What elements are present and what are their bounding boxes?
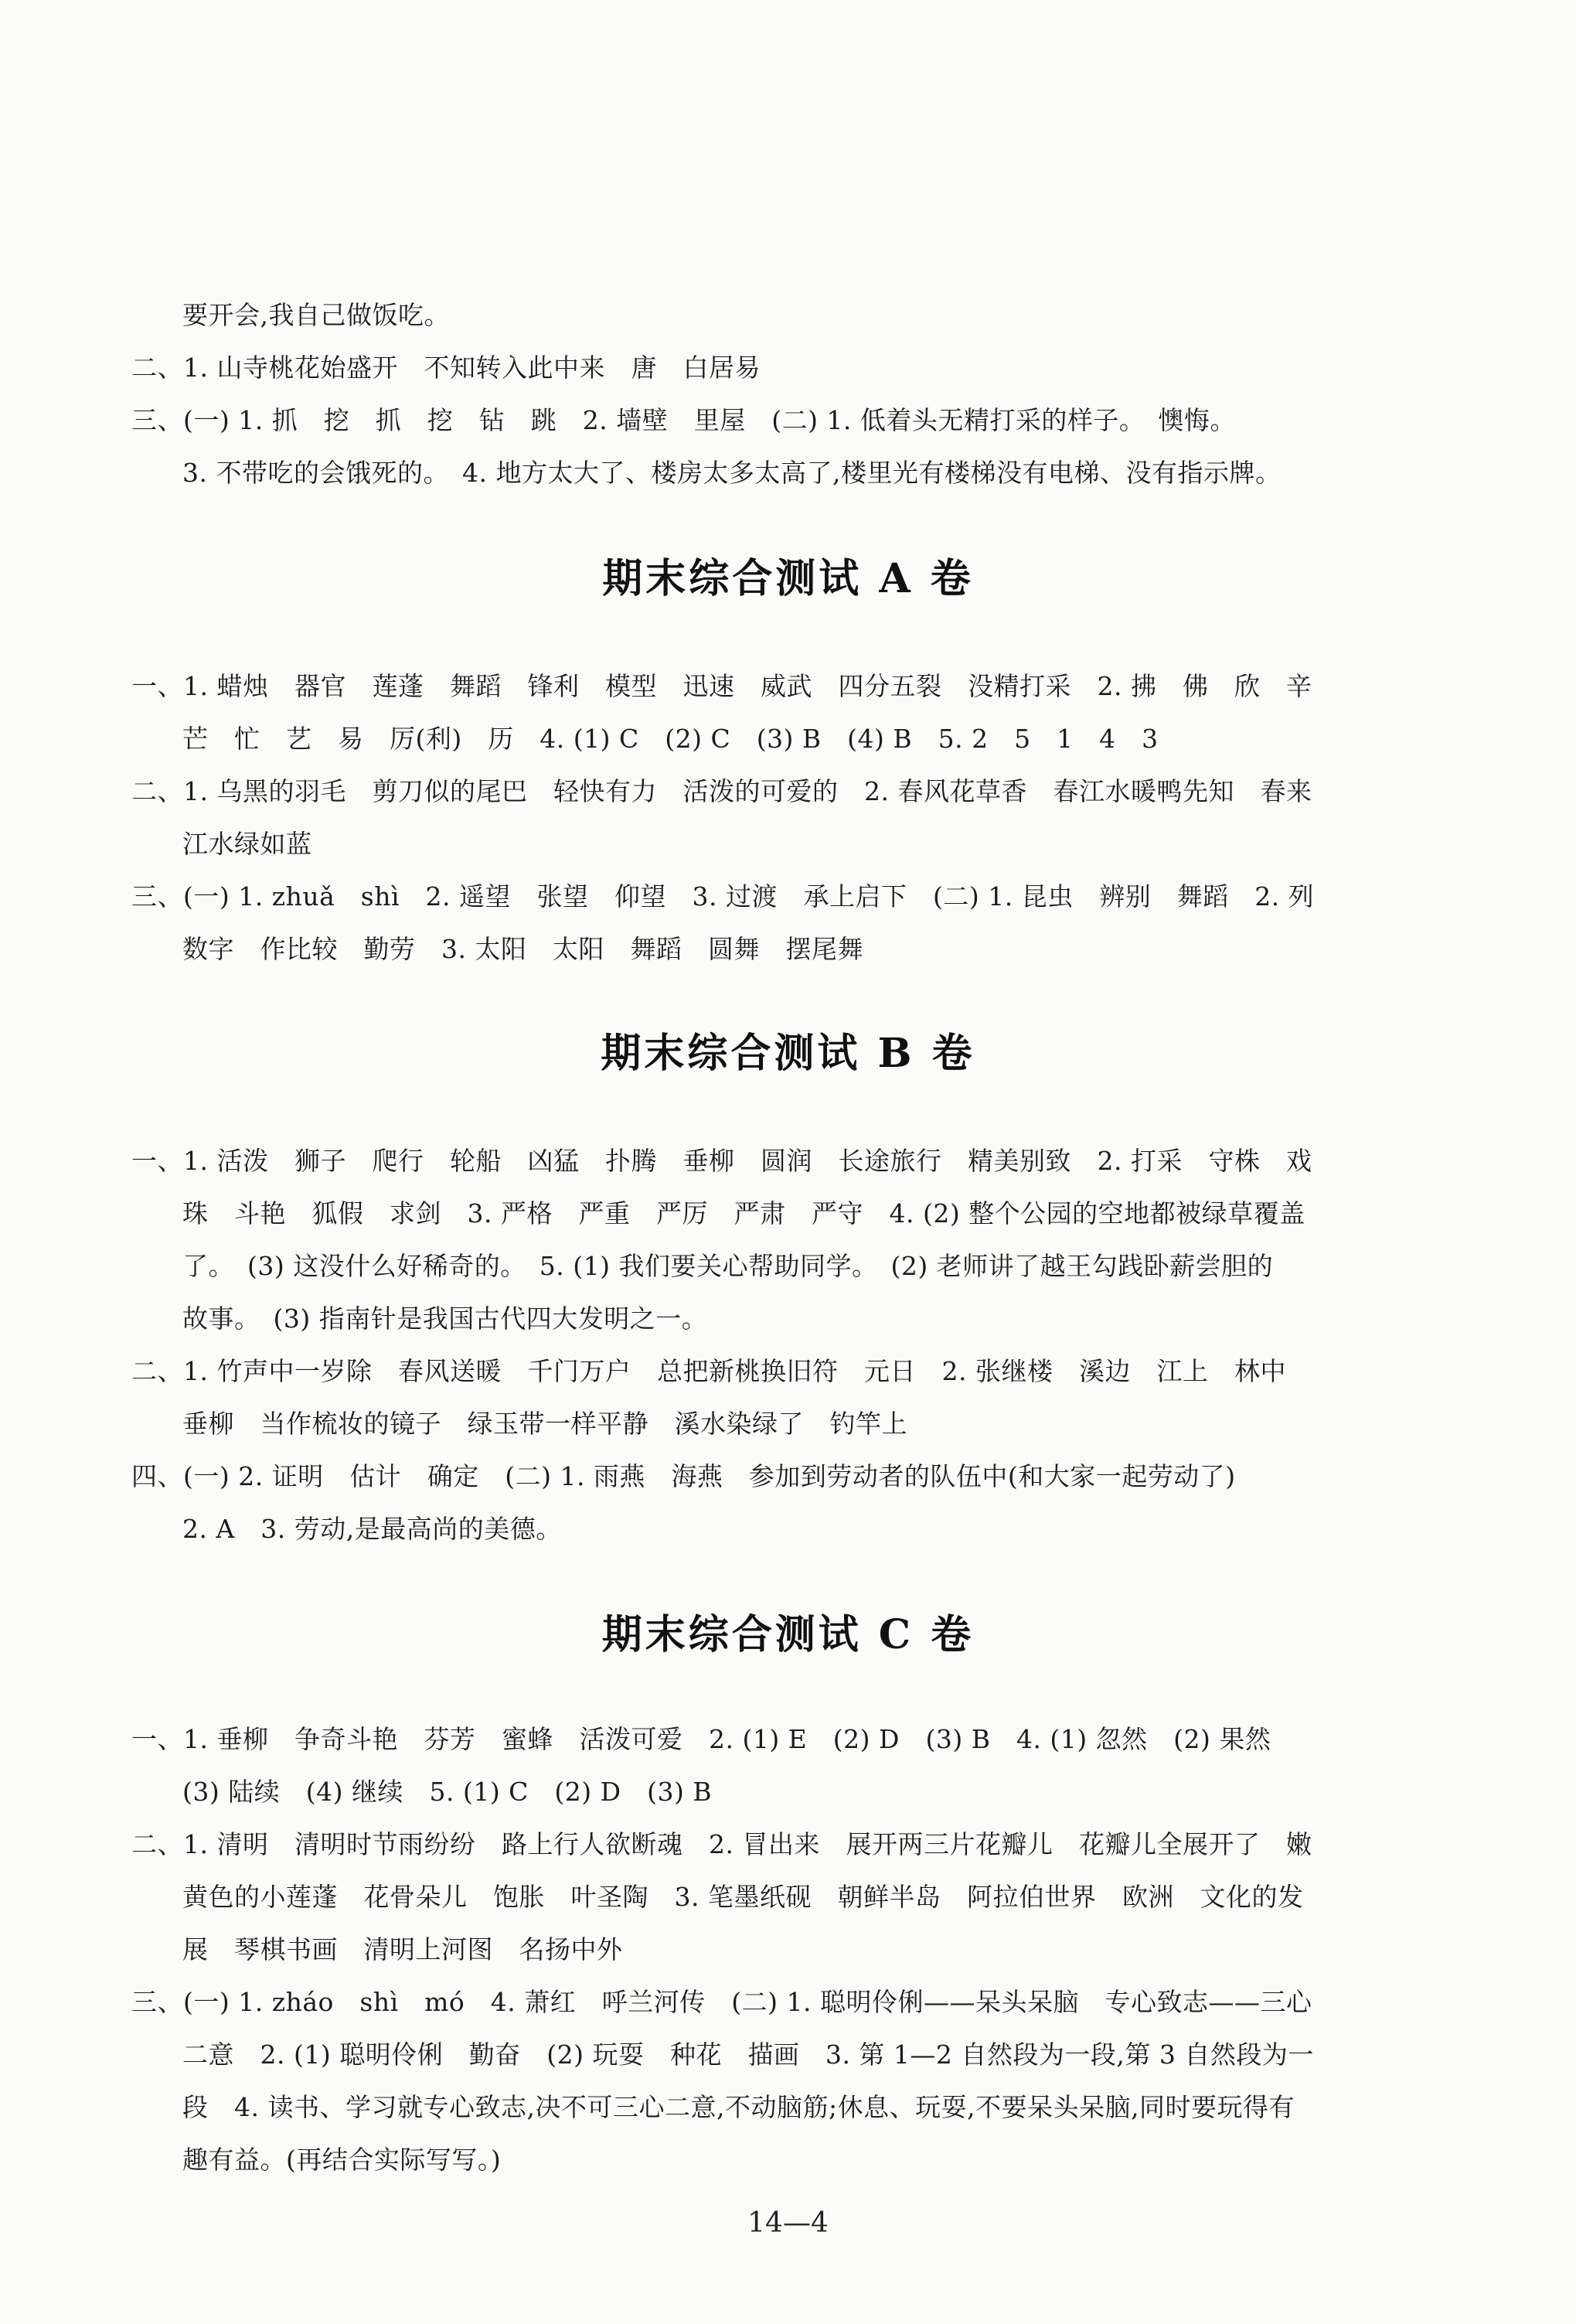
section-title-b: 期末综合测试 B 卷 xyxy=(601,1030,975,1077)
answer-line: 三、(一) 1. zhuǎ shì 2. 遥望 张望 仰望 3. 过渡 承上启下 (二) 1. 昆虫 辨别 舞蹈 2. 列 xyxy=(131,881,1315,912)
page-number: 14—4 xyxy=(747,2207,829,2239)
answer-line: 四、(一) 2. 证明 估计 确定 (二) 1. 雨燕 海燕 参加到劳动者的队伍中(和大家一起劳动了) xyxy=(131,1461,1236,1491)
answer-line: 展 琴棋书画 清明上河图 名扬中外 xyxy=(182,1934,623,1964)
answer-line: 二、1. 竹声中一岁除 春风送暖 千门万户 总把新桃换旧符 元日 2. 张继楼 溪边 江上 林中 xyxy=(131,1356,1286,1386)
answer-line: 数字 作比较 勤劳 3. 太阳 太阳 舞蹈 圆舞 摆尾舞 xyxy=(182,934,863,964)
answer-line: 珠 斗艳 狐假 求剑 3. 严格 严重 严厉 严肃 严守 4. (2) 整个公园的空地都被绿草覆盖 xyxy=(182,1198,1305,1228)
section-title-c: 期末综合测试 C 卷 xyxy=(601,1611,975,1658)
answer-line: 2. A 3. 劳动,是最高尚的美德。 xyxy=(182,1514,562,1544)
section-title-a: 期末综合测试 A 卷 xyxy=(602,555,974,602)
answer-line: 要开会,我自己做饭吃。 xyxy=(182,300,450,330)
answer-line: 一、1. 蜡烛 器官 莲蓬 舞蹈 锋利 模型 迅速 威武 四分五裂 没精打采 2. 拂 佛 欣 辛 xyxy=(131,671,1312,701)
answer-line: 一、1. 垂柳 争奇斗艳 芬芳 蜜蜂 活泼可爱 2. (1) E (2) D (3) B 4. (1) 忽然 (2) 果然 xyxy=(131,1724,1271,1754)
answer-line: 了。 (3) 这没什么好稀奇的。 5. (1) 我们要关心帮助同学。 (2) 老师讲了越王勾践卧薪尝胆的 xyxy=(182,1251,1274,1281)
answer-line: 趣有益。(再结合实际写写。) xyxy=(182,2145,502,2175)
answer-line: 二、1. 乌黑的羽毛 剪刀似的尾巴 轻快有力 活泼的可爱的 2. 春风花草香 春江水暖鸭先知 春来 xyxy=(131,776,1312,806)
answer-line: 黄色的小莲蓬 花骨朵儿 饱胀 叶圣陶 3. 笔墨纸砚 朝鲜半岛 阿拉伯世界 欧洲 文化的发 xyxy=(182,1882,1304,1912)
answer-line: 芒 忙 艺 易 厉(利) 历 4. (1) C (2) C (3) B (4) B 5. 2 5 1 4 3 xyxy=(182,724,1159,754)
answer-line: 段 4. 读书、学习就专心致志,决不可三心二意,不动脑筋;休息、玩耍,不要呆头呆脑,同时要玩得有 xyxy=(182,2092,1295,2122)
answer-line: (3) 陆续 (4) 继续 5. (1) C (2) D (3) B xyxy=(182,1777,713,1807)
answer-line: 三、(一) 1. 抓 挖 抓 挖 钻 跳 2. 墙壁 里屋 (二) 1. 低着头无精打采的样子。 懊悔。 xyxy=(131,405,1236,435)
answer-line: 3. 不带吃的会饿死的。 4. 地方太大了、楼房太多太高了,楼里光有楼梯没有电梯、没有指示牌。 xyxy=(182,458,1282,488)
answer-line: 垂柳 当作梳妆的镜子 绿玉带一样平静 溪水染绿了 钓竿上 xyxy=(182,1409,907,1439)
answer-line: 故事。 (3) 指南针是我国古代四大发明之一。 xyxy=(182,1303,708,1334)
answer-line: 一、1. 活泼 狮子 爬行 轮船 凶猛 扑腾 垂柳 圆润 长途旅行 精美别致 2. 打采 守株 戏 xyxy=(131,1146,1312,1176)
answer-line: 三、(一) 1. zháo shì mó 4. 萧红 呼兰河传 (二) 1. 聪明伶俐——呆头呆脑 专心致志——三心 xyxy=(131,1987,1312,2017)
answer-line: 二、1. 山寺桃花始盛开 不知转入此中来 唐 白居易 xyxy=(131,353,761,383)
answer-line: 二意 2. (1) 聪明伶俐 勤奋 (2) 玩耍 种花 描画 3. 第 1—2 自然段为一段,第 3 自然段为一 xyxy=(182,2039,1314,2070)
answer-line: 二、1. 清明 清明时节雨纷纷 路上行人欲断魂 2. 冒出来 展开两三片花瓣儿 花瓣儿全展开了 嫩 xyxy=(131,1829,1312,1859)
answer-line: 江水绿如蓝 xyxy=(182,829,312,859)
